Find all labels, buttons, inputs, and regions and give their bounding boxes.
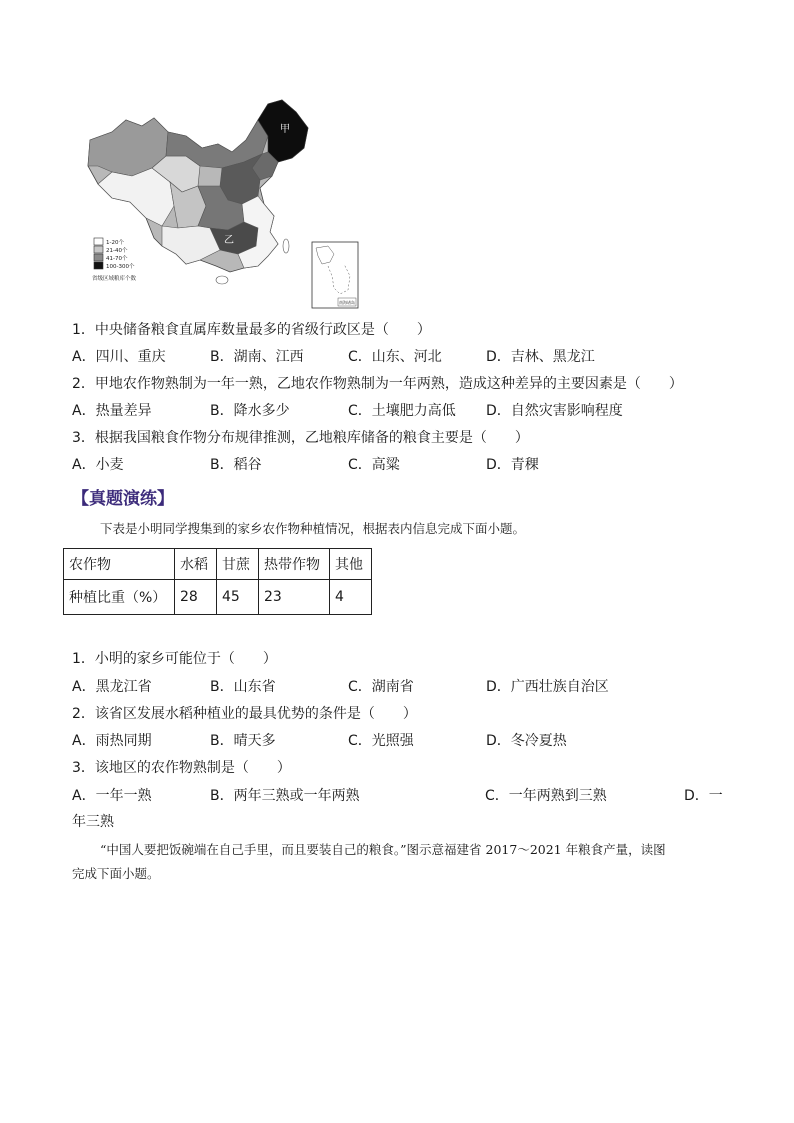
question-3-stem: 3．根据我国粮食作物分布规律推测，乙地粮库储备的粮食主要是（ ）	[72, 430, 529, 446]
question-1-stem-b: 1．小明的家乡可能位于（ ）	[72, 651, 277, 667]
q3b-option-a[interactable]: A．一年一熟	[72, 788, 152, 804]
table-intro: 下表是小明同学搜集到的家乡农作物种植情况，根据表内信息完成下面小题。	[100, 521, 526, 536]
q1b-option-c[interactable]: C．湖南省	[348, 679, 414, 695]
table-cell: 23	[259, 580, 330, 615]
q1b-option-b[interactable]: B．山东省	[210, 679, 276, 695]
crop-table	[63, 548, 372, 615]
q1-option-c[interactable]: C．山东、河北	[348, 349, 442, 365]
table-cell: 4	[330, 580, 372, 615]
q2-option-c[interactable]: C．土壤肥力高低	[348, 403, 456, 419]
map-label-jia: 甲	[280, 124, 290, 135]
table-cell: 种植比重（%）	[64, 580, 175, 615]
question-1-stem: 1．中央储备粮食直属库数量最多的省级行政区是（ ）	[72, 322, 431, 338]
table-header-cell: 其他	[330, 549, 372, 580]
legend-swatch-3	[94, 254, 103, 261]
q3b-option-b[interactable]: B．两年三熟或一年两熟	[210, 788, 360, 804]
q1-option-d[interactable]: D．吉林、黑龙江	[486, 349, 595, 365]
q3b-option-c[interactable]: C．一年两熟到三熟	[485, 788, 607, 804]
q2b-option-a[interactable]: A．雨热同期	[72, 733, 152, 749]
china-granary-map	[82, 96, 364, 312]
map-label-yi: 乙	[224, 235, 234, 246]
q2-option-a[interactable]: A．热量差异	[72, 403, 152, 419]
table-header-cell: 农作物	[64, 549, 175, 580]
region-tibet	[98, 168, 174, 226]
question-2-stem: 2．甲地农作物熟制为一年一熟，乙地农作物熟制为一年两熟，造成这种差异的主要因素是（ ）	[72, 376, 683, 392]
q3-option-b[interactable]: B．稻谷	[210, 457, 262, 473]
chart-intro-line2: 完成下面小题。	[72, 866, 160, 881]
q2-option-b[interactable]: B．降水多少	[210, 403, 290, 419]
section-title: 【真题演练】	[72, 489, 174, 509]
q3-option-d[interactable]: D．青稞	[486, 457, 539, 473]
legend-label-2: 21-40个	[106, 248, 128, 254]
legend-swatch-1	[94, 238, 103, 245]
legend-label-4: 100-300个	[106, 264, 135, 270]
q2b-option-b[interactable]: B．晴天多	[210, 733, 276, 749]
legend-swatch-2	[94, 246, 103, 253]
q1-option-a[interactable]: A．四川、重庆	[72, 349, 166, 365]
chart-intro-line1: “中国人要把饭碗端在自己手里，而且要装自己的粮食。”图示意福建省 2017～2021 年粮食产量，读图	[100, 842, 666, 857]
region-taiwan	[283, 239, 289, 253]
q1b-option-a[interactable]: A．黑龙江省	[72, 679, 152, 695]
legend-swatch-4	[94, 262, 103, 269]
table-header-cell: 热带作物	[259, 549, 330, 580]
question-2-stem-b: 2．该省区发展水稻种植业的最具优势的条件是（ ）	[72, 706, 417, 722]
inset-caption: 南海诸岛	[339, 300, 355, 305]
q1b-option-d[interactable]: D．广西壮族自治区	[486, 679, 609, 695]
q1-option-b[interactable]: B．湖南、江西	[210, 349, 304, 365]
q3-option-c[interactable]: C．高粱	[348, 457, 400, 473]
question-3-stem-b: 3．该地区的农作物熟制是（ ）	[72, 760, 291, 776]
legend-caption: 省级区域粮库个数	[92, 276, 137, 282]
legend-label-3: 41-70个	[106, 256, 128, 262]
region-hainan	[216, 276, 228, 284]
table-header-cell: 水稻	[175, 549, 217, 580]
table-cell: 28	[175, 580, 217, 615]
q2b-option-d[interactable]: D．冬冷夏热	[486, 733, 567, 749]
table-header-row	[64, 549, 372, 580]
q3-option-a[interactable]: A．小麦	[72, 457, 124, 473]
table-header-cell: 甘蔗	[217, 549, 259, 580]
legend-label-1: 1-20个	[106, 240, 124, 246]
q2b-option-c[interactable]: C．光照强	[348, 733, 414, 749]
table-row	[64, 580, 372, 615]
table-cell: 45	[217, 580, 259, 615]
q3b-option-d-wrap: 年三熟	[72, 814, 114, 830]
q2-option-d[interactable]: D．自然灾害影响程度	[486, 403, 623, 419]
q3b-option-d[interactable]: D．一	[684, 788, 723, 804]
